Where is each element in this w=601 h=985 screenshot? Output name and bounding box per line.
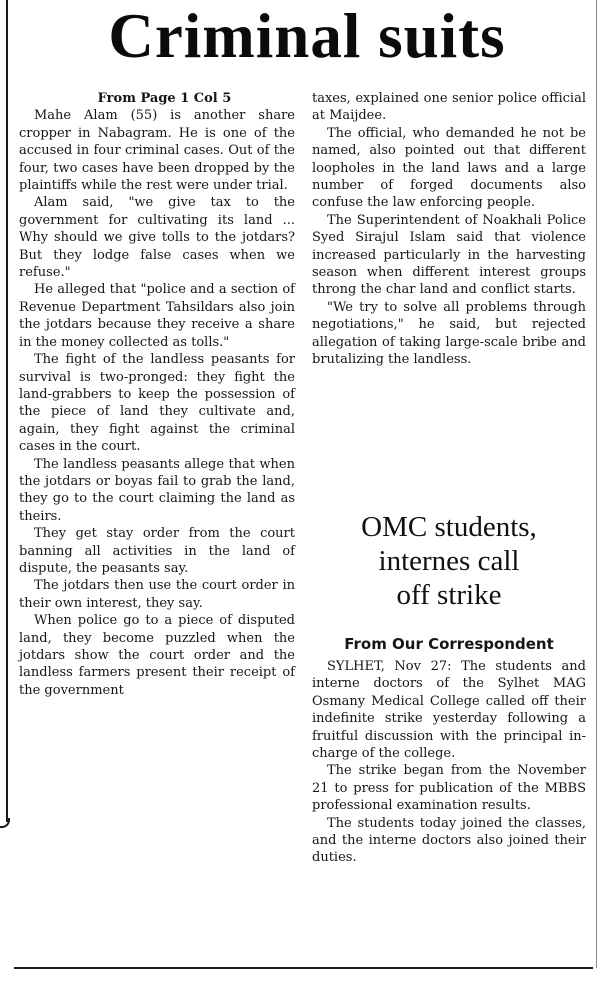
article-paragraph: taxes, explained one senior police official at Maijdee.: [312, 91, 586, 124]
page-bottom-rule: [14, 967, 593, 969]
article-paragraph: The jotdars then use the court order in their own interest, they say.: [19, 578, 295, 611]
second-story-body: [312, 658, 586, 867]
article-paragraph: When police go to a piece of disputed land, they become puzzled when the jotdars show the court order and the landless farmers present their receipt of the government: [19, 613, 295, 698]
article-paragraph: He alleged that "police and a section of Revenue Department Tahsildars also join the jotdars because they receive a share in the money collected as tolls.": [19, 282, 295, 350]
jump-line: From Page 1 Col 5: [97, 91, 232, 106]
article-paragraph: They get stay order from the court banning all activities in the land of dispute, the peasants say.: [19, 526, 295, 576]
article-paragraph: The strike began from the November 21 to press for publication of the MBBS professional examination results.: [312, 763, 586, 814]
headline-line: off strike: [396, 579, 502, 611]
article-paragraph: The Superintendent of Noakhali Police Syed Sirajul Islam said that violence increased particularly in the harvesting season when different interest groups throng the char land and conflict starts.: [312, 212, 586, 298]
article-column-right: [312, 90, 586, 369]
second-story-headline: [312, 510, 586, 612]
headline-line: OMC students,: [361, 511, 537, 543]
article-paragraph: "We try to solve all problems through negotiations," he said, but rejected allegation of taking large-scale bribe and brutalizing the landless.: [312, 299, 586, 368]
column-rule-hook: [0, 818, 10, 828]
article-paragraph: Mahe Alam (55) is another share cropper in Nabagram. He is one of the accused in four criminal cases. Out of the four, two cases have been dropped by the plaintiffs while the rest were under trial.: [19, 108, 295, 194]
page-title: Criminal suits: [108, 1, 506, 71]
article-column-left: [19, 90, 295, 699]
column-rule-right: [596, 0, 597, 968]
article-paragraph: SYLHET, Nov 27: The students and interne doctors of the Sylhet MAG Osmany Medical College called off their indefinite strike yesterday following a fruitful discussion with the principal in-charge of the college.: [312, 659, 586, 762]
headline-line: internes call: [378, 545, 520, 577]
byline: From Our Correspondent: [344, 635, 554, 653]
article-paragraph: The fight of the landless peasants for survival is two-pronged: they fight the land-grabbers to keep the possession of the piece of land they cultivate and, again, they fight against the criminal cases in the court.: [19, 352, 295, 455]
article-paragraph: The official, who demanded he not be named, also pointed out that different loopholes in the land laws and a large number of forged documents also confuse the law enforcing people.: [312, 125, 586, 211]
article-paragraph: Alam said, "we give tax to the government for cultivating its land ... Why should we give tolls to the jotdars? But they lodge false cases when we refuse.": [19, 195, 295, 281]
article-paragraph: The students today joined the classes, and the interne doctors also joined their duties.: [312, 815, 586, 866]
article-paragraph: The landless peasants allege that when the jotdars or boyas fail to grab the land, they go to the court claiming the land as theirs.: [19, 456, 295, 524]
column-rule-left: [6, 0, 8, 822]
